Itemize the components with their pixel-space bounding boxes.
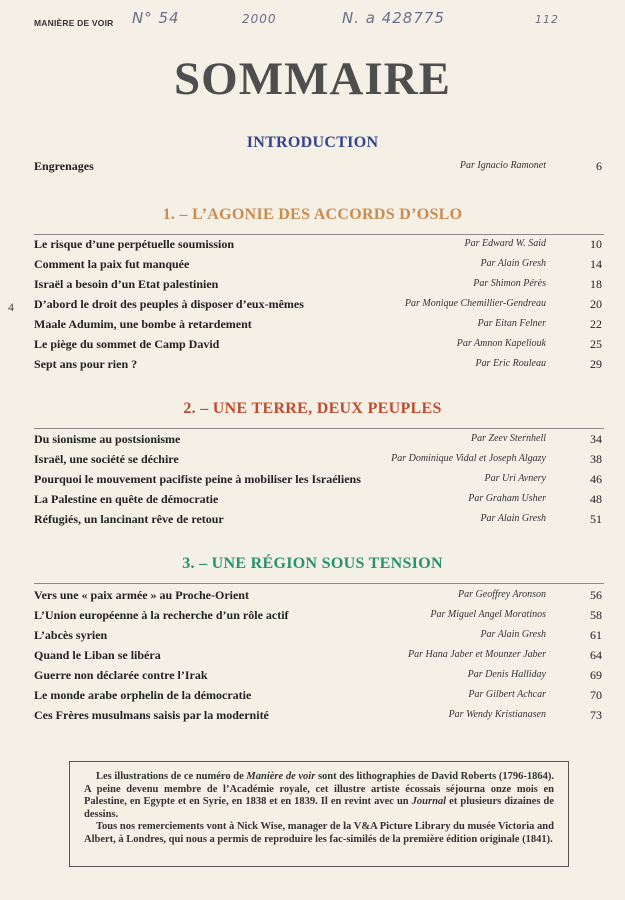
toc-page-number: 25 (590, 337, 602, 351)
section-title-2: 2. – UNE TERRE, DEUX PEUPLES (183, 400, 442, 417)
toc-article-title: Maale Adumim, une bombe à retardement (34, 317, 252, 331)
toc-page-number: 6 (596, 159, 602, 173)
toc-row[interactable] (34, 357, 604, 375)
toc-article-author: Par Zeev Sternhell (471, 433, 546, 444)
note-journal-word: Journal (411, 796, 447, 808)
toc-page-number: 34 (590, 432, 602, 446)
toc-page-number: 29 (590, 357, 602, 371)
handwritten-issue: N° 54 (132, 9, 180, 27)
toc-page-number: 22 (590, 317, 602, 331)
toc-article-title: Du sionisme au postsionisme (34, 432, 181, 446)
toc-article-title: Le monde arabe orphelin de la démocratie (34, 688, 252, 702)
toc-page-number: 14 (590, 257, 602, 271)
toc-row[interactable] (34, 708, 604, 726)
toc-row[interactable] (34, 588, 604, 606)
margin-number: 4 (8, 300, 14, 314)
toc-article-title: Sept ans pour rien ? (34, 357, 138, 371)
toc-page-number: 18 (590, 277, 602, 291)
toc-article-author: Par Dominique Vidal et Joseph Algazy (391, 453, 546, 464)
toc-article-author: Par Shimon Pérès (473, 278, 546, 289)
note-paragraph-1 (84, 771, 554, 821)
toc-article-title: Comment la paix fut manquée (34, 257, 190, 271)
toc-article-author: Par Uri Avnery (484, 473, 546, 484)
toc-row[interactable] (34, 432, 604, 450)
toc-article-title: Pourquoi le mouvement pacifiste peine à mobiliser les Israéliens (34, 472, 361, 486)
toc-article-title: L’Union européenne à la recherche d’un rôle actif (34, 608, 289, 622)
toc-article-title: Guerre non déclarée contre l’Irak (34, 668, 208, 682)
toc-page-number: 51 (590, 512, 602, 526)
toc-row[interactable] (34, 297, 604, 315)
handwritten-year: 2000 (242, 12, 277, 26)
toc-page-number: 46 (590, 472, 602, 486)
toc-page-number: 20 (590, 297, 602, 311)
toc-row[interactable] (34, 472, 604, 490)
rule-3 (34, 583, 604, 584)
toc-article-author: Par Gilbert Achcar (468, 689, 546, 700)
toc-article-author: Par Eitan Felner (477, 318, 546, 329)
toc-page-number: 48 (590, 492, 602, 506)
toc-article-title: Israël, une société se déchire (34, 452, 179, 466)
section-title-introduction: INTRODUCTION (246, 134, 379, 151)
toc-article-author: Par Edward W. Said (464, 238, 546, 249)
toc-article-title: D’abord le droit des peuples à disposer d’eux-mêmes (34, 297, 304, 311)
note-text: et plusieurs dizaines de dessins. (84, 796, 554, 820)
toc-article-author: Par Hana Jaber et Mounzer Jaber (407, 649, 546, 660)
handwritten-ref: N. a 428775 (342, 9, 445, 27)
toc-row[interactable] (34, 648, 604, 666)
toc-row[interactable] (34, 492, 604, 510)
rule-2 (34, 428, 604, 429)
toc-page-number: 56 (590, 588, 602, 602)
toc-article-author: Par Geoffrey Aronson (458, 589, 546, 600)
toc-article-title: Engrenages (34, 159, 94, 173)
toc-page-number: 61 (590, 628, 602, 642)
toc-article-author: Par Amnon Kapeliouk (456, 338, 546, 349)
toc-row[interactable] (34, 452, 604, 470)
toc-row[interactable] (34, 512, 604, 530)
toc-page-number: 69 (590, 668, 602, 682)
note-magazine-name: Manière de voir (246, 771, 316, 782)
toc-article-title: Réfugiés, un lancinant rêve de retour (34, 512, 224, 526)
illustrations-note-box (69, 761, 569, 867)
toc-article-author: Par Alain Gresh (480, 513, 546, 524)
section-title-1: 1. – L’AGONIE DES ACCORDS D’OSLO (162, 206, 463, 223)
toc-article-title: Vers une « paix armée » au Proche-Orient (34, 588, 249, 602)
toc-article-author: Par Alain Gresh (480, 629, 546, 640)
toc-article-author: Par Miguel Angel Moratinos (430, 609, 546, 620)
toc-article-author: Par Alain Gresh (480, 258, 546, 269)
toc-article-author: Par Ignacio Ramonet (459, 160, 546, 171)
toc-article-title: Quand le Liban se libéra (34, 648, 161, 662)
toc-article-author: Par Graham Usher (468, 493, 546, 504)
toc-row[interactable] (34, 688, 604, 706)
toc-row[interactable] (34, 159, 604, 177)
toc-article-title: Le piège du sommet de Camp David (34, 337, 220, 351)
toc-page-number: 64 (590, 648, 602, 662)
section-title-3: 3. – UNE RÉGION SOUS TENSION (182, 555, 443, 572)
toc-row[interactable] (34, 337, 604, 355)
toc-row[interactable] (34, 608, 604, 626)
masthead: MANIÈRE DE VOIR (34, 18, 114, 28)
toc-article-author: Par Wendy Kristianasen (448, 709, 546, 720)
rule-1 (34, 234, 604, 235)
toc-row[interactable] (34, 257, 604, 275)
toc-article-title: Ces Frères musulmans saisis par la modernité (34, 708, 269, 722)
toc-article-author: Par Denis Halliday (467, 669, 546, 680)
page-title: SOMMAIRE (174, 53, 451, 105)
toc-article-title: Le risque d’une perpétuelle soumission (34, 237, 235, 251)
toc-article-author: Par Eric Rouleau (475, 358, 546, 369)
toc-row[interactable] (34, 237, 604, 255)
toc-article-title: Israël a besoin d’un Etat palestinien (34, 277, 219, 291)
toc-page-number: 58 (590, 608, 602, 622)
toc-article-author: Par Monique Chemillier-Gendreau (404, 298, 546, 309)
note-text: Les illustrations de ce numéro de (96, 771, 247, 782)
toc-row[interactable] (34, 668, 604, 686)
toc-page-number: 70 (590, 688, 602, 702)
toc-row[interactable] (34, 628, 604, 646)
handwritten-page: 112 (535, 13, 559, 26)
toc-page-number: 10 (590, 237, 602, 251)
toc-article-title: L’abcès syrien (34, 628, 108, 642)
toc-row[interactable] (34, 277, 604, 295)
toc-row[interactable] (34, 317, 604, 335)
note-paragraph-2: Tous nos remerciements vont à Nick Wise, manager de la V&A Picture Library du musée Victoria and Albert, à Londres, qui nous a permis de reproduire les fac-similés de la première édition originale (1841). (84, 821, 554, 845)
toc-article-title: La Palestine en quête de démocratie (34, 492, 219, 506)
note-text: sont des lithographies de David Roberts (1796-1864). A peine devenu membre de l’Académie royale, cet illustre artiste écossais séjourna onze mois en Palestine, en Egypte et en Syrie, en 1838 et en 1839. Il en revint avec un (84, 771, 555, 808)
toc-page-number: 73 (590, 708, 602, 722)
toc-page-number: 38 (590, 452, 602, 466)
